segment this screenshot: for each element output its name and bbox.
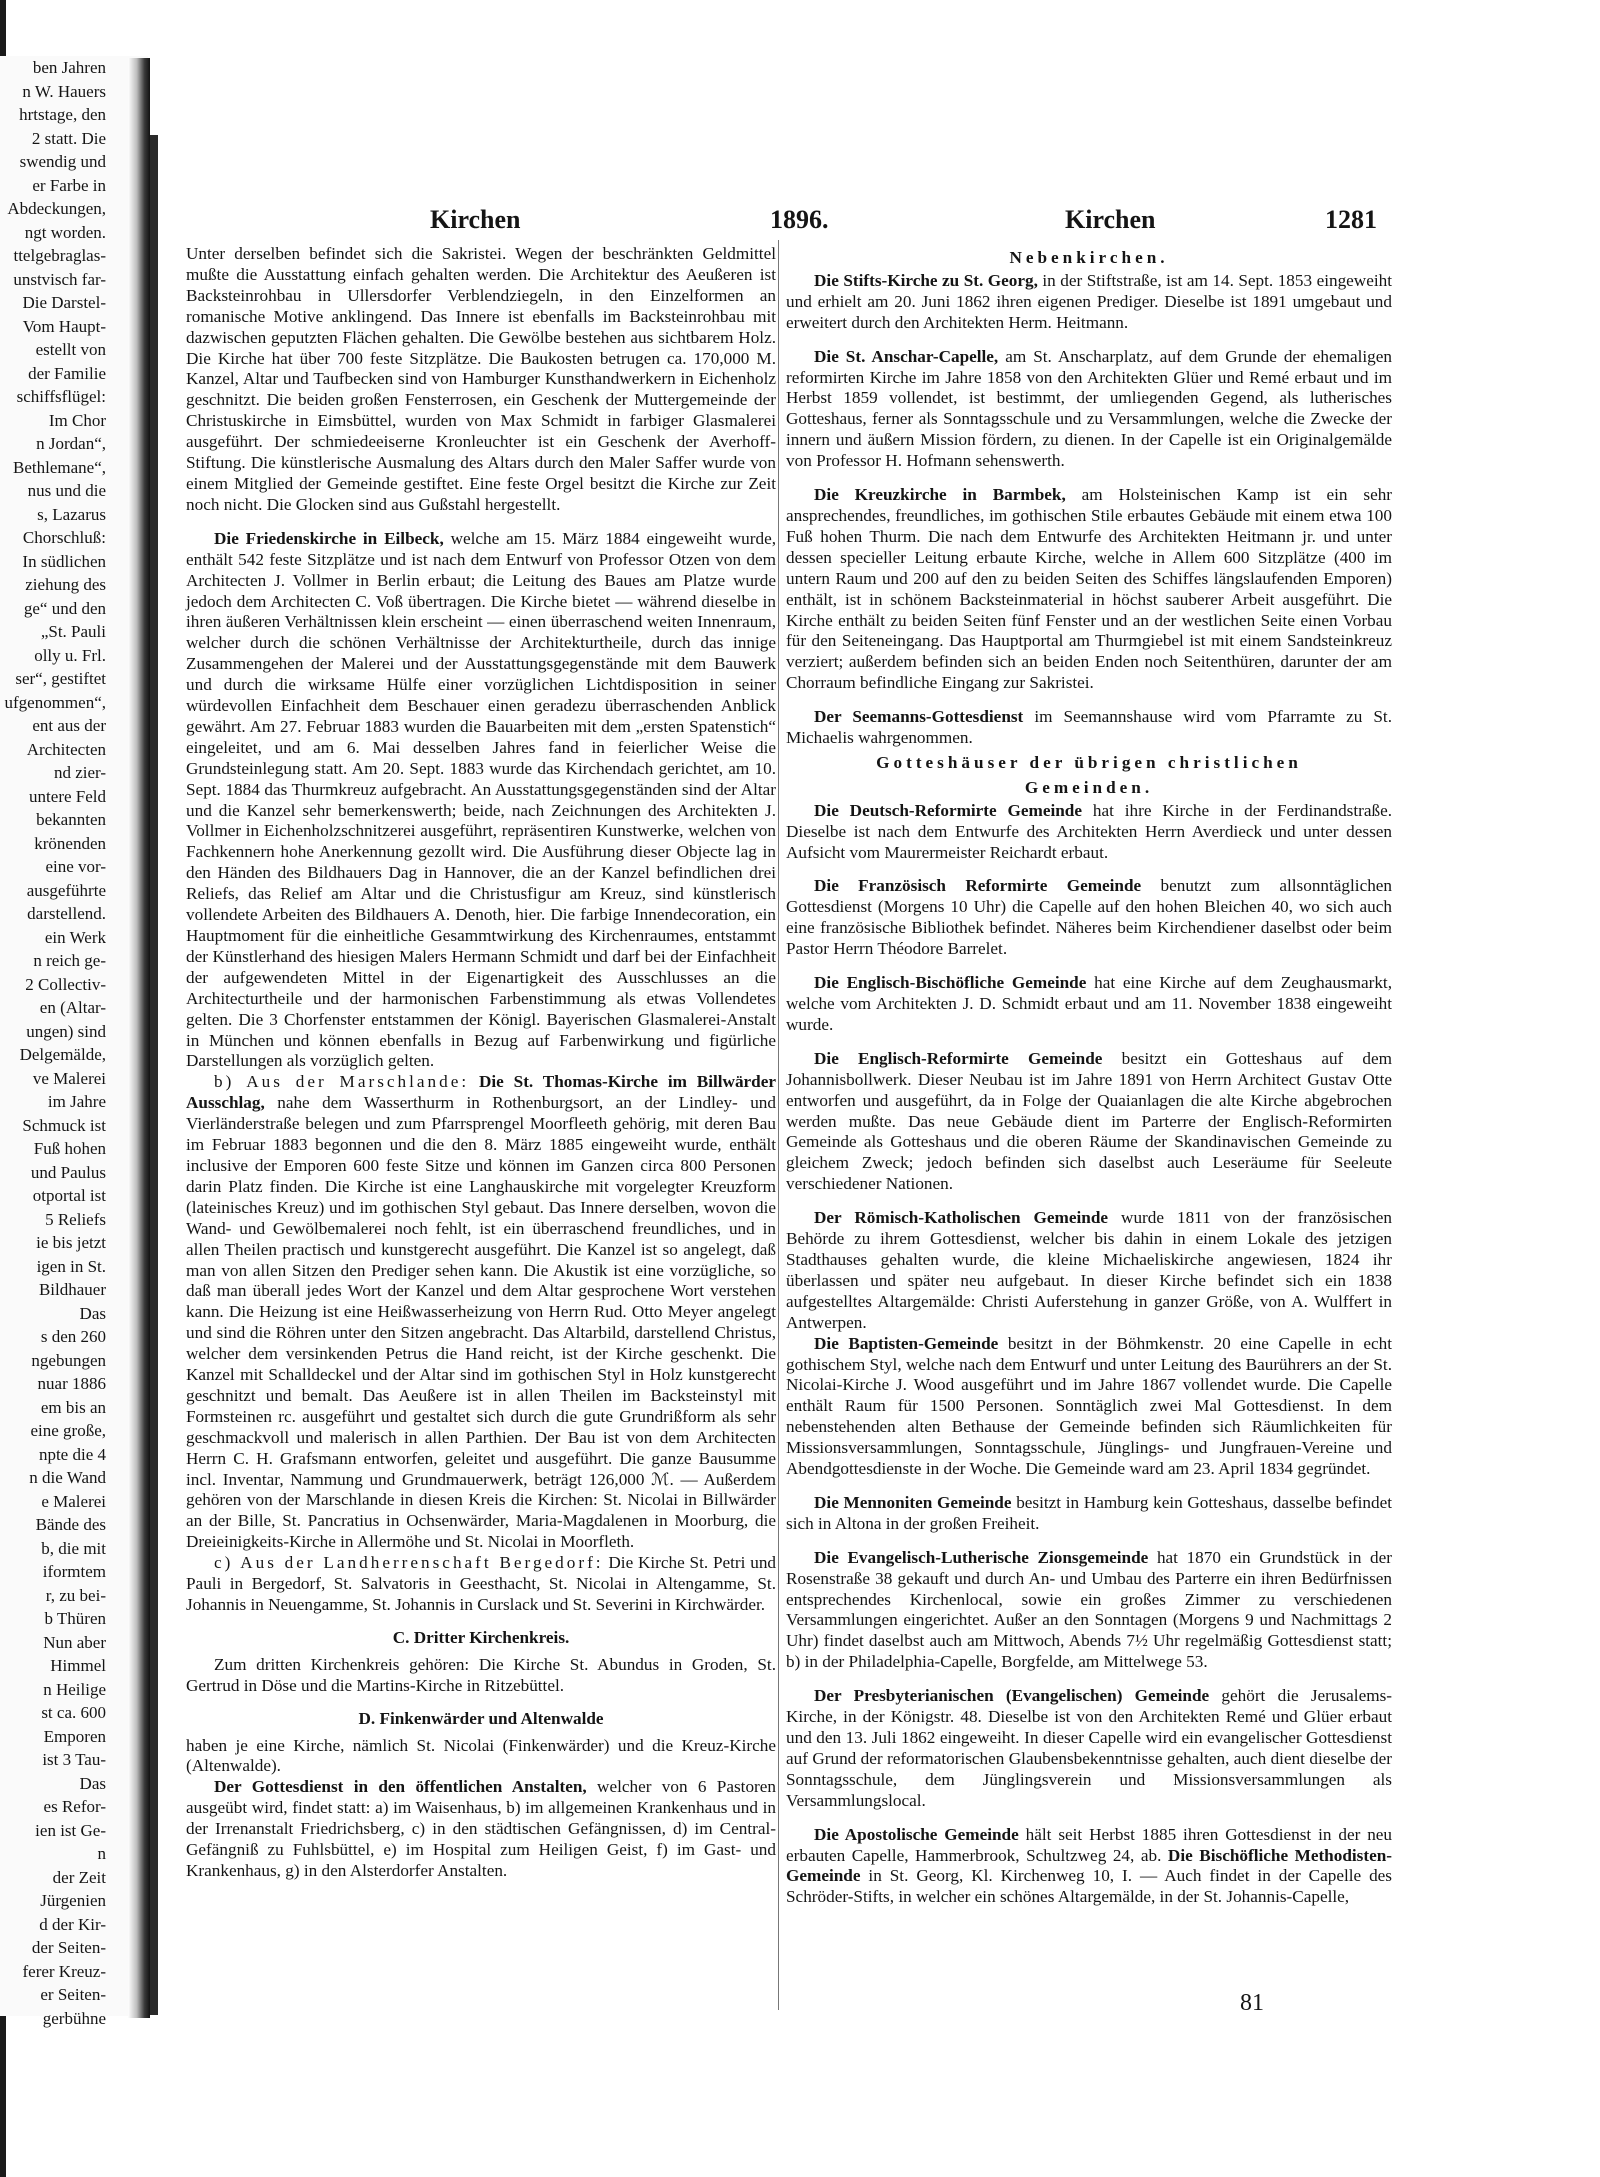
- deutsch-reformirte-title: Die Deutsch-Reformirte Gemeinde: [814, 800, 1082, 820]
- paragraph-seemanns: [786, 707, 1392, 749]
- previous-page-line: im Jahre: [47, 1092, 106, 1111]
- previous-page-line: em bis an: [40, 1397, 106, 1417]
- paragraph-marschlande: [186, 1072, 776, 1553]
- englisch-reformirte-title: Die Englisch-Reformirte Gemeinde: [814, 1048, 1103, 1068]
- book-gutter: [128, 58, 150, 2018]
- previous-page-line: n reich ge-: [33, 951, 106, 970]
- paragraph-roemisch-katholisch: [786, 1208, 1392, 1333]
- previous-page-line: untere Feld: [29, 786, 106, 806]
- previous-page-fragment: [0, 56, 148, 2028]
- header-left-title: Kirchen: [430, 205, 521, 234]
- mennoniten-title: Die Mennoniten Gemeinde: [814, 1492, 1012, 1512]
- previous-page-line: ge“ und den: [23, 598, 106, 618]
- previous-page-line: igen in St.: [36, 1256, 106, 1276]
- previous-page-line: Bethlemane“,: [13, 457, 106, 477]
- header-year: 1896.: [770, 205, 829, 234]
- previous-page-line: und Paulus: [30, 1162, 106, 1182]
- methodisten-text: in St. Georg, Kl. Kirchenweg 10, I. — Auch findet in der Capelle des Schröder-Stifts, in welcher ein schönes Altargemälde, in der St. Johannis-Capelle,: [786, 1866, 1392, 1907]
- page-number: 1281: [1325, 205, 1377, 234]
- previous-page-line: ien ist Ge-: [35, 1820, 106, 1840]
- previous-page-line: ser“, gestiftet: [15, 669, 106, 688]
- mennoniten-text: besitzt in Hamburg kein Gotteshaus, dasselbe befindet sich in Altona in der großen Freiheit.: [786, 1492, 1392, 1533]
- englisch-bischoefliche-text: hat eine Kirche auf dem Zeughausmarkt, welche vom Architekten J. D. Schmidt erbaut und am 11. November 1838 eingeweiht wurde.: [786, 973, 1392, 1034]
- previous-page-line: er Seiten-: [40, 1985, 106, 2004]
- stiftskirche-text: in der Stiftstraße, ist am 14. Sept. 1853 eingeweiht und erhielt am 20. Juni 1862 ihren eigenen Prediger. Dieselbe ist 1891 umgebaut und erweitert durch den Architekten Herm. Heitmann.: [786, 270, 1392, 332]
- previous-page-line: otportal ist: [32, 1186, 106, 1205]
- previous-page-line: eine vor-: [45, 857, 106, 876]
- previous-page-line: s den 260: [40, 1327, 106, 1346]
- marschlande-label: b) Aus der Marschlande:: [214, 1072, 470, 1092]
- right-column: [786, 244, 1392, 1908]
- previous-page-line: olly u. Frl.: [34, 645, 106, 665]
- thomas-kirche-title: Die St. Thomas-Kirche im Billwärder Ausschlag,: [186, 1072, 777, 1113]
- left-column: [186, 244, 776, 1882]
- paragraph-franzoesisch-reformirte: [786, 876, 1392, 960]
- previous-page-line: eine große,: [30, 1421, 106, 1440]
- englisch-reformirte-text: besitzt ein Gotteshaus auf dem Johannisbollwerk. Dieser Neubau ist im Jahre 1891 von Herrn Architect Gustav Otte entworfen und ausgeführt, da in Folge der Quaianlagen die alte Kirche abgebrochen werden mußte. Das neue Gebäude dient im Parterre der Englisch-Reformirten Gemeinde als Gotteshaus und die oberen Räume der Skandinavischen Gemeinde zu gleichem Zweck; jedoch befinden sich daselbst auch Leseräume für Seeleute verschiedener Nationen.: [786, 1048, 1393, 1194]
- paragraph-englisch-bischoefliche: [786, 973, 1392, 1036]
- thomas-kirche-text: nahe dem Wasserthurm in Rothenburgsort, an der Lindley- und Vierländerstraße belegen und zum Pfarrsprengel Moorfleeth gehörig, mit deren Bau im Februar 1883 begonnen und die den 8. März 1885 eingeweiht wurde, enthält inclusive der Emporen 600 feste Sitze und können im Ganzen circa 800 Personen darin Platz finden. Die Kirche ist eine Langhauskirche mit vorgelegter Kreuzform (lateinisches Kreuz) und im gothischen Styl gebaut. Das Innere derselben, wovon die Wand- und Gewölbemalerei noch fehlt, ist ein überraschend freundliches, und in allen Theilen practisch und kunstgerecht ausgeführt. Die Kanzel ist so angelegt, daß man von allen Sitzen den Prediger sehen kann. Die Akustik ist eine vorzügliche, so daß man überall jedes Wort der Kanzel und dem Altar gesprochene Wort verstehen kann. Die Heizung ist eine Heißwasserheizung von Herrn Rud. Otto Meyer angelegt und sind die Röhren unter den Sitzen angebracht. Das Altarbild, darstellend Christus, welcher dem versinkenden Petrus die Hand reicht, ist der Kirche geschenkt. Die Kanzel mit Schalldeckel und der Altar sind im gothischen Styl in Holz kunstgerecht geschnitzt und bemalt. Das Aeußere ist in allen Theilen im Backsteinstyl mit Formsteinen rc. ausgeführt und gestaltet sich durch die gute Grundrißform als sehr geschmackvoll und malerisch in allen Parthien. Der Bau ist von dem Architecten Herrn C. H. Grafsmann entworfen, geleitet und ausgeführt. Die ganze Bausumme incl. Inventar, Nammung und Grundmauerwerk, beträgt 126,000 ℳ. — Außerdem gehören von der Marschlande in diesen Kreis die Kirchen: St. Nicolai in Billwärder an der Bille, St. Pancratius in Ochsenwärder, Maria-Magdalenen in Moorburg, die Dreieinigkeits-Kirche in Allermöhe und St. Nicolai in Moorfleth.: [186, 1093, 776, 1552]
- paragraph-presbyterianisch: [786, 1686, 1392, 1811]
- previous-page-line: unstvisch far-: [13, 269, 106, 289]
- previous-page-line: b, die mit: [41, 1538, 106, 1558]
- methodisten-title: Die Bischöfliche Methodisten-Gemeinde: [786, 1845, 1392, 1886]
- previous-page-line: Im Chor: [48, 410, 106, 430]
- zionsgemeinde-text: hat 1870 ein Grundstück in der Rosenstraße 38 gekauft und durch An- und Umbau des Parterre ein ihren Bedürfnissen entsprechendes Kirchenlocal, sowie ein großes Zimmer zu verschiedenen Versammlungen eingerichtet. Außer an den Sonntagen (Morgens 9 und Nachmittags 2 Uhr) findet daselbst auch am Mittwoch, Abends 7½ Uhr regelmäßig Gottesdienst statt; b) in der Philadelphia-Capelle, Borgfelde, am Mittelwege 53.: [786, 1547, 1393, 1672]
- previous-page-line: estellt von: [35, 340, 106, 359]
- running-header: [190, 205, 1390, 239]
- previous-page-line: Abdeckungen,: [7, 199, 106, 218]
- previous-page-line: Delgemälde,: [19, 1045, 106, 1064]
- previous-page-line: ttelgebraglas-: [13, 246, 106, 265]
- deutsch-reformirte-text: hat ihre Kirche in der Ferdinandstraße. Dieselbe ist nach dem Entwurfe des Architekten Herrn Averdieck und unter dessen Aufsicht vom Maurermeister Reichardt erbaut.: [786, 800, 1393, 862]
- previous-page-line: iformtem: [42, 1562, 106, 1581]
- previous-page-line: ferer Kreuz-: [22, 1961, 106, 1981]
- previous-page-line: Vom Haupt-: [22, 316, 106, 336]
- paragraph-kreuzkirche: [786, 485, 1392, 694]
- seemanns-text: im Seemannshause wird vom Pfarramte zu St. Michaelis wahrgenommen.: [786, 707, 1393, 748]
- previous-page-line: der Familie: [28, 363, 106, 383]
- previous-page-line: r, zu bei-: [45, 1585, 106, 1605]
- previous-page-line: bekannten: [36, 810, 106, 829]
- baptisten-text: besitzt in der Böhmkenstr. 20 eine Capelle in echt gothischem Styl, welche nach dem Entwurf und unter Leitung des Baurührers an der St. Nicolai-Kirche J. Wood ausgeführt und im Jahre 1867 vollendet wurde. Die Capelle enthält Raum für 1500 Personen. Sonntäglich zwei Mal Gottesdienst. In dem nebenstehenden alten Bethause der Gemeinde befinden sich Räumlichkeiten für Missionsversammlungen, Sonntagsschule, Jünglings- und Jungfrauen-Vereine und Abendgottesdienste in der Woche. Die Gemeinde ward am 23. April 1834 gegründet.: [786, 1333, 1392, 1479]
- previous-page-line: n die Wand: [29, 1468, 106, 1487]
- previous-page-line: n: [97, 1844, 106, 1863]
- previous-page-line: Schmuck ist: [22, 1115, 106, 1135]
- previous-page-line: er Farbe in: [32, 175, 106, 195]
- previous-page-line: „St. Pauli: [40, 622, 106, 641]
- paragraph-apostolisch: [786, 1825, 1392, 1909]
- previous-page-line: es Refor-: [43, 1797, 106, 1816]
- previous-page-line: ziehung des: [25, 575, 106, 594]
- previous-page-line: nus und die: [27, 481, 106, 500]
- kreuzkirche-text: am Holsteinischen Kamp ist ein sehr ansprechendes, freundliches, im gothischen Stile erbautes Gebäude mit einem etwa 100 Fuß hohen Thurm. Die nach dem Entwurfe des Architekten Heitmann jr. und unter dessen specieller Leitung erbaute Kirche, welche in Allem 600 Sitzplätze (400 im untern Raum und 200 auf den zu beiden Seiten des Schiffes längslaufenden Emporen) enthält, ist in schönem Backsteinmaterial in höchst sauberer Arbeit ausgeführt. Die Kirche enthält zu beiden Seiten fünf Fenster und an der westlichen Seite einen Vorbau für den Seiteneingang. Das Hauptportal am Thurmgiebel ist mit einem Sandsteinkreuz verziert; außerdem befinden sich an beiden Enden noch Seitenthüren, darunter der am Chorraum befindliche Eingang zur Sakristei.: [786, 485, 1393, 693]
- previous-page-line: ein Werk: [44, 927, 106, 947]
- anschar-text: am St. Anscharplatz, auf dem Grunde der ehemaligen reformirten Kirche im Jahre 1858 von den Architekten Glüer und Remé erbaut und im Herbst 1859 vollendet, ist bestimmt, der umliegenden Gegend, als lutherisches Gotteshaus, ferner als Sonntagsschule und zu Versammlungen, welche die Zwecke der innern und äußern Mission fördern, zu dienen. In der Capelle ist ein Originalgemälde von Professor H. Hofmann sehenswerth.: [786, 346, 1392, 471]
- previous-page-line: Emporen: [43, 1726, 106, 1746]
- paragraph-section-c: Zum dritten Kirchenkreis gehören: Die Kirche St. Abundus in Groden, St. Gertrud in Döse und die Martins-Kirche in Ritzebüttel.: [186, 1654, 776, 1695]
- presbyterianisch-text: gehört die Jerusalems-Kirche, in der Königstr. 48. Dieselbe ist von den Architekten Remé und Glüer erbaut und den 13. Juli 1862 eingeweiht. In dieser Capelle wird ein evangelischer Gottesdienst auf Grund der reformatorischen Glaubensbekenntnisse gehalten, auch dient dieselbe der Sonntagsschule, dem Jünglingsverein und Missionsversammlungen als Versammlungslocal.: [786, 1686, 1392, 1810]
- paragraph-deutsch-reformirte: [786, 801, 1392, 864]
- previous-page-line: st ca. 600: [41, 1703, 106, 1722]
- previous-page-line: Fuß hohen: [33, 1139, 106, 1158]
- previous-page-line: 2 Collectiv-: [25, 974, 106, 994]
- previous-page-line: 5 Reliefs: [45, 1209, 106, 1229]
- previous-page-line: der Seiten-: [31, 1938, 106, 1957]
- apostolisch-title: Die Apostolische Gemeinde: [814, 1824, 1019, 1844]
- paragraph-christuskirche-cont: Unter derselben befindet sich die Sakristei. Wegen der beschränkten Geldmittel mußte die Ausstattung einfach gehalten werden. Die Architektur des Aeußeren ist Backsteinrohbau in Ullersdorfer Verblendziegeln, in den Einzelformen an romanische Motive anklingend. Das Innere ist ebenfalls im Backsteinrohbau mit dazwischen geputzten Flächen gehalten. Die Gewölbe bestehen aus sichtbarem Holz. Die Kirche hat über 700 feste Sitzplätze. Die Baukosten betrugen ca. 170,000 M. Kanzel, Altar und Taufbecken sind von Hamburger Kunsthandwerkern in Eichenholz geschnitzt. Die beiden großen Fensterrosen, ein Geschenk der Muttergemeinde der Christuskirche in Eimsbüttel, wurden von Max Schmidt in farbiger Glasmalerei ausgeführt. Der schmiedeeiserne Kronleuchter ist ein Geschenk der Averhoff-Stiftung. Die künstlerische Ausmalung des Altars durch den Maler Saffer wurde von einem Mitglied der Gemeinde gestiftet. Eine feste Orgel besitzt die Kirche zur Zeit noch nicht. Die Glocken sind aus Gußstahl hergestellt.: [186, 244, 776, 514]
- anschar-title: Die St. Anschar-Capelle,: [814, 346, 999, 366]
- roemisch-katholisch-text: wurde 1811 von der französischen Behörde zu ihrem Gottesdienst, welcher bis dahin in einem Lokale des jetzigen Stadthauses gehalten wurde, die kleine Michaeliskirche angewiesen, 1824 ihr überlassen und später neu aufgebaut. In dieser Kirche befindet sich ein 1838 aufgestelltes Altargemälde: Christi Auferstehung in ganzer Größe, von A. Wulffert in Antwerpen.: [786, 1208, 1392, 1332]
- paragraph-stiftskirche: [786, 271, 1392, 334]
- previous-page-line: Die Darstel-: [22, 293, 106, 312]
- stiftskirche-title: Die Stifts-Kirche zu St. Georg,: [814, 270, 1038, 290]
- anstalten-title: Der Gottesdienst in den öffentlichen Anstalten,: [214, 1777, 587, 1797]
- gotteshaeuser-heading-line1: Gotteshäuser der übrigen christlichen: [876, 752, 1302, 772]
- previous-page-line: schiffsflügel:: [16, 387, 106, 406]
- baptisten-title: Die Baptisten-Gemeinde: [814, 1333, 999, 1353]
- previous-page-line: s, Lazarus: [37, 504, 106, 524]
- previous-page-line: ie bis jetzt: [36, 1233, 106, 1252]
- previous-page-line: ist 3 Tau-: [42, 1750, 106, 1769]
- previous-page-line: 2 statt. Die: [31, 128, 106, 148]
- paragraph-bergedorf: [186, 1553, 776, 1616]
- roemisch-katholisch-title: Der Römisch-Katholischen Gemeinde: [814, 1208, 1109, 1228]
- franzoesisch-title: Die Französisch Reformirte Gemeinde: [814, 876, 1142, 896]
- previous-page-line: ufgenommen“,: [4, 692, 106, 712]
- previous-page-line: Bildhauer: [38, 1280, 106, 1299]
- header-right-title: Kirchen: [1065, 205, 1156, 234]
- englisch-bischoefliche-title: Die Englisch-Bischöfliche Gemeinde: [814, 973, 1087, 993]
- apostolisch-text: hält seit Herbst 1885 ihren Gottesdienst in der neu erbauten Capelle, Hammerbrook, Schultzweg 24, ab.: [786, 1824, 1393, 1865]
- section-c-heading: C. Dritter Kirchenkreis.: [392, 1627, 570, 1647]
- paragraph-baptisten: [786, 1334, 1392, 1480]
- previous-page-line: Nun aber: [43, 1632, 106, 1652]
- previous-page-line: ausgeführte: [26, 880, 106, 900]
- presbyterianisch-title: Der Presbyterianischen (Evangelischen) Gemeinde: [814, 1686, 1210, 1706]
- previous-page-line: ngebungen: [31, 1350, 106, 1370]
- previous-page-line: ben Jahren: [32, 58, 106, 77]
- previous-page-line: d der Kir-: [39, 1914, 106, 1934]
- paragraph-anstalten: [186, 1777, 776, 1882]
- previous-page-line: Bände des: [35, 1515, 106, 1534]
- previous-page-line: ungen) sind: [26, 1021, 106, 1041]
- paragraph-anschar: [786, 347, 1392, 472]
- nebenkirchen-heading: Nebenkirchen.: [1009, 248, 1169, 267]
- previous-page-line: Jürgenien: [40, 1891, 106, 1910]
- friedenskirche-title: Die Friedenskirche in Eilbeck,: [214, 528, 444, 548]
- previous-page-line: hrtstage, den: [19, 105, 106, 124]
- book-gutter-shadow: [150, 135, 158, 2015]
- previous-page-line: ngt worden.: [24, 222, 106, 242]
- previous-page-line: In südlichen: [22, 551, 106, 571]
- gotteshaeuser-heading-line2: Gemeinden.: [1024, 777, 1154, 797]
- column-rule: [778, 240, 779, 2010]
- kreuzkirche-title: Die Kreuzkirche in Barmbek,: [814, 485, 1066, 505]
- previous-page-line: darstellend.: [27, 904, 106, 923]
- previous-page-line: Das: [79, 1303, 106, 1323]
- previous-page-line: npte die 4: [38, 1444, 106, 1464]
- paragraph-mennoniten: [786, 1493, 1392, 1535]
- previous-page-line: e Malerei: [41, 1491, 106, 1511]
- previous-page-line: Das: [79, 1773, 106, 1793]
- paragraph-englisch-reformirte: [786, 1049, 1392, 1195]
- previous-page-line: Chorschluß:: [22, 528, 106, 547]
- paragraph-friedenskirche: [186, 529, 776, 1073]
- paragraph-zionsgemeinde: [786, 1548, 1392, 1673]
- previous-page-line: Himmel: [50, 1656, 106, 1675]
- previous-page-line: nuar 1886: [37, 1374, 106, 1393]
- previous-page-line: ent aus der: [32, 716, 106, 735]
- bergedorf-label: c) Aus der Landherrenschaft Bergedorf:: [214, 1553, 604, 1573]
- section-d-heading: D. Finkenwärder und Altenwalde: [358, 1708, 604, 1728]
- previous-page-line: gerbühne: [42, 2008, 106, 2028]
- previous-page-line: n Heilige: [43, 1679, 106, 1699]
- previous-page-line: Architecten: [26, 739, 106, 759]
- previous-page-line: ve Malerei: [32, 1068, 106, 1088]
- previous-page-line: swendig und: [19, 152, 106, 171]
- previous-page-line: b Thüren: [44, 1609, 106, 1628]
- previous-page-line: krönenden: [34, 833, 106, 853]
- anstalten-text: welcher von 6 Pastoren ausgeübt wird, findet statt: a) im Waisenhaus, b) im allgemeinen Krankenhaus und in der Irrenanstalt Friedrichsberg, c) in den städtischen Gefängnissen, d) im Central-Gefängniß zu Fuhlsbüttel, e) im Hospital zum Heiligen Geist, f) im Gast- und Krankenhaus, g) in den Alsterdorfer Anstalten.: [186, 1777, 776, 1880]
- previous-page-line: en (Altar-: [39, 998, 106, 1017]
- friedenskirche-text: welche am 15. März 1884 eingeweiht wurde, enthält 542 feste Sitzplätze und ist nach dem Entwurf von Professor Otzen von dem Architecten J. Vollmer in Berlin erbaut; die Leitung des Baues am Platze wurde jedoch dem Architecten C. Voß übertragen. Die Kirche bietet — während dieselbe in ihren äußeren Verhältnissen klein erscheint — einen überraschend weiten Innenraum, welcher durch die schönen Verhältnisse der Architekturtheile, durch das innige Zusammengehen der Malerei und der Ausstattungsgegenstände mit dem Bauwerk und durch die wirksame Hülfe einer vorzüglichen Lichtdisposition in seiner würdevollen Einfachheit dem Beschauer einen geradezu überraschenden Anblick gewährt. Am 27. Februar 1883 wurden die Bauarbeiten mit dem „ersten Spatenstich“ eingeleitet, und am 6. Mai desselben Jahres fand in feierlicher Weise die Grundsteinlegung statt. Am 20. Sept. 1883 wurde das Kirchendach gerichtet, am 10. Sept. 1884 das Thurmkreuz aufgebracht. An Ausstattungsgegenständen sind der Altar und die Kanzel sehr bemerkenswerth; beide, nach Zeichnungen des Architekten J. Vollmer in Eichenholzschnitzerei ausgeführt, repräsentiren Kunstwerke, welchen von Fachkennern hohe Anerkennung gezollt wird. Die Ausführung dieser Objecte lag in den Händen des Bildhauers Dag in Hannover, die an der Kanzel befindlichen drei Reliefs, das Relief am Altar und die Christusfigur am Kreuz, sind künstlerisch vollendete Arbeiten des Bildhauers A. Denoth, hier. Die farbige Innendecoration, ein Hauptmoment für die einheitliche Gesammtwirkung des Kirchenraumes, entstammt der Künstlerhand des hiesigen Malers Hermann Schmidt und darf bei der Einfachheit der aufgewendeten Mittel in der Eigenartigkeit des Ausschlusses an die Architecturtheile und der harmonischen Farbenstimmung als etwas Vollendetes gelten. Die 3 Chorfenster entstammen der Königl. Bayerischen Glasmalerei-Anstalt in München und können ebenfalls in Bezug auf Farbenwirkung und figürliche Darstellungen als vorzüglich gelten.: [186, 528, 776, 1071]
- zionsgemeinde-title: Die Evangelisch-Lutherische Zionsgemeinde: [814, 1547, 1149, 1567]
- previous-page-line: n W. Hauers: [22, 81, 106, 101]
- previous-page-line: nd zier-: [53, 763, 106, 782]
- previous-page-line: der Zeit: [52, 1867, 106, 1887]
- bergedorf-text: Die Kirche St. Petri und Pauli in Bergedorf, St. Salvatoris in Geesthacht, St. Nicolai in Altengamme, St. Johannis in Neuengamme, St. Johannis in Curslack und St. Severini in Kirchwärder.: [186, 1553, 777, 1614]
- previous-page-line: n Jordan“,: [36, 434, 106, 453]
- franzoesisch-text: benutzt zum allsonntäglichen Gottesdienst (Morgens 10 Uhr) die Capelle auf den hohen Bleichen 40, wo sich auch eine französische Bibliothek befindet. Näheres beim Kirchendiener daselbst oder beim Pastor Herrn Théodore Barrelet.: [786, 876, 1393, 959]
- seemanns-title: Der Seemanns-Gottesdienst: [814, 707, 1024, 727]
- paragraph-section-d: haben je eine Kirche, nämlich St. Nicolai (Finkenwärder) und die Kreuz-Kirche (Altenwalde).: [186, 1735, 776, 1776]
- signature-mark: 81: [1240, 1990, 1264, 2016]
